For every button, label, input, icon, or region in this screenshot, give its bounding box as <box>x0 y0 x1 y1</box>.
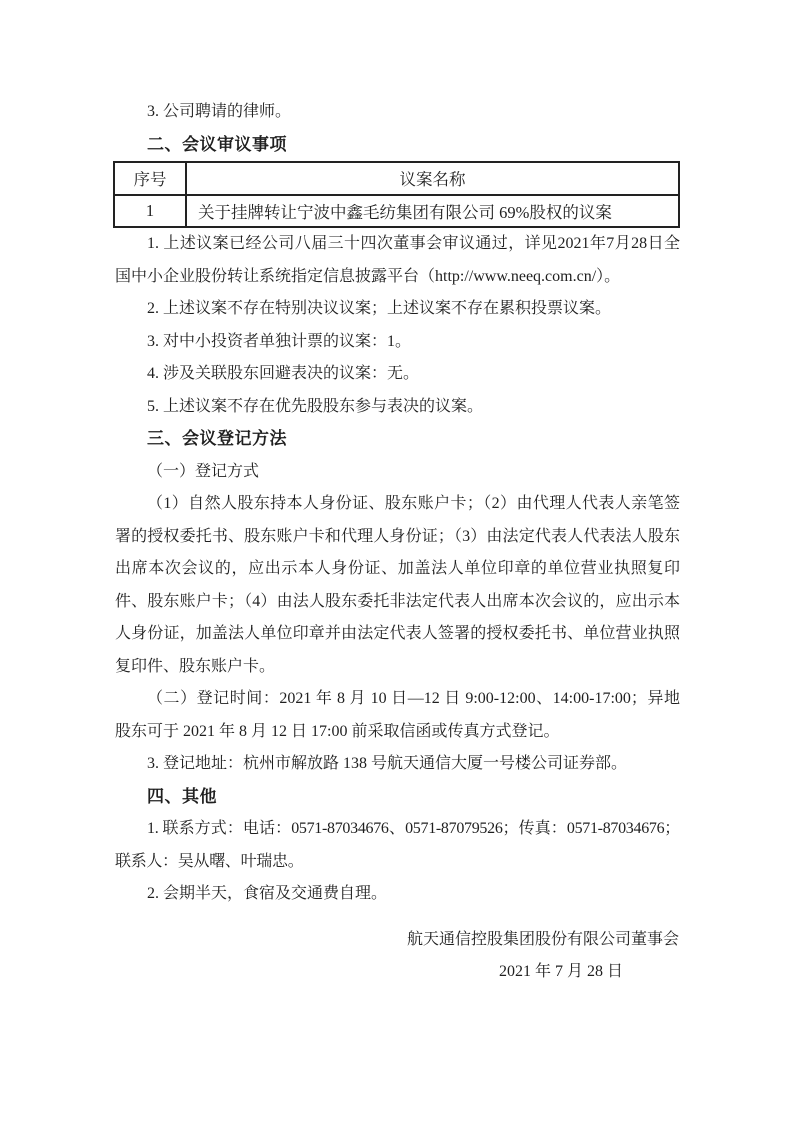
section3-heading: 三、会议登记方法 <box>146 429 287 448</box>
registration-method-body: （1）自然人股东持本人身份证、股东账户卡；（2）由代理人代表人亲笔签署的授权委托书、股东账户卡和代理人身份证；（3）由法定代表人代表法人股东出席本次会议的，应出示本人身份证、加盖法人单位印章的单位营业执照复印件、股东账户卡；（4）由法人股东委托非法定代表人出席本次会议的，应出示本人身份证，加盖法人单位印章并由法定代表人签署的授权委托书、单位营业执照复印件、股东账户卡。 <box>115 495 680 675</box>
section2-heading: 二、会议审议事项 <box>146 134 287 154</box>
registration-address-para: 3. 登记地址：杭州市解放路 138 号航天通信大厦一号楼公司证券部。 <box>147 755 628 772</box>
registration-time-para: （二）登记时间：2021 年 8 月 10 日—12 日 9:00-12:00、14:00-17:00；异地股东可于 2021 年 8 月 12 日 17:00 前采取信函或传真方式登记。 <box>115 690 680 740</box>
table-row <box>114 195 679 228</box>
section2-note-4: 4. 涉及关联股东回避表决的议案：无。 <box>147 365 420 382</box>
signature-company: 航天通信控股集团股份有限公司董事会 <box>406 930 679 948</box>
section2-note-2: 2. 上述议案不存在特别决议议案；上述议案不存在累积投票议案。 <box>147 300 612 317</box>
table-header-proposal-name: 议案名称 <box>186 162 679 195</box>
section2-note-1: 1. 上述议案已经公司八届三十四次董事会审议通过，详见2021年7月28日全国中小企业股份转让系统指定信息披露平台（http://www.neeq.com.cn/）。 <box>115 235 680 285</box>
meeting-duration-para: 2. 会期半天，食宿及交通费自理。 <box>147 885 388 902</box>
table-header-row <box>114 162 679 195</box>
contact-info-para: 1. 联系方式：电话：0571-87034676、0571-87079526；传真：0571-87034676；联系人：吴从曙、叶瑞忠。 <box>115 820 680 870</box>
table-cell-proposal-name: 关于挂牌转让宁波中鑫毛纺集团有限公司 69%股权的议案 <box>186 195 679 228</box>
lawyer-item: 3. 公司聘请的律师。 <box>147 103 292 120</box>
section2-note-5: 5. 上述议案不存在优先股股东参与表决的议案。 <box>147 397 484 415</box>
registration-method-subheading: （一）登记方式 <box>147 462 260 480</box>
section4-heading: 四、其他 <box>146 786 217 806</box>
table-header-seq: 序号 <box>114 162 186 195</box>
table-cell-seq: 1 <box>114 195 186 228</box>
signature-block <box>115 924 680 989</box>
section2-note-3: 3. 对中小投资者单独计票的议案：1。 <box>147 332 412 350</box>
signature-date: 2021 年 7 月 28 日 <box>498 963 623 980</box>
proposal-table <box>113 161 680 228</box>
